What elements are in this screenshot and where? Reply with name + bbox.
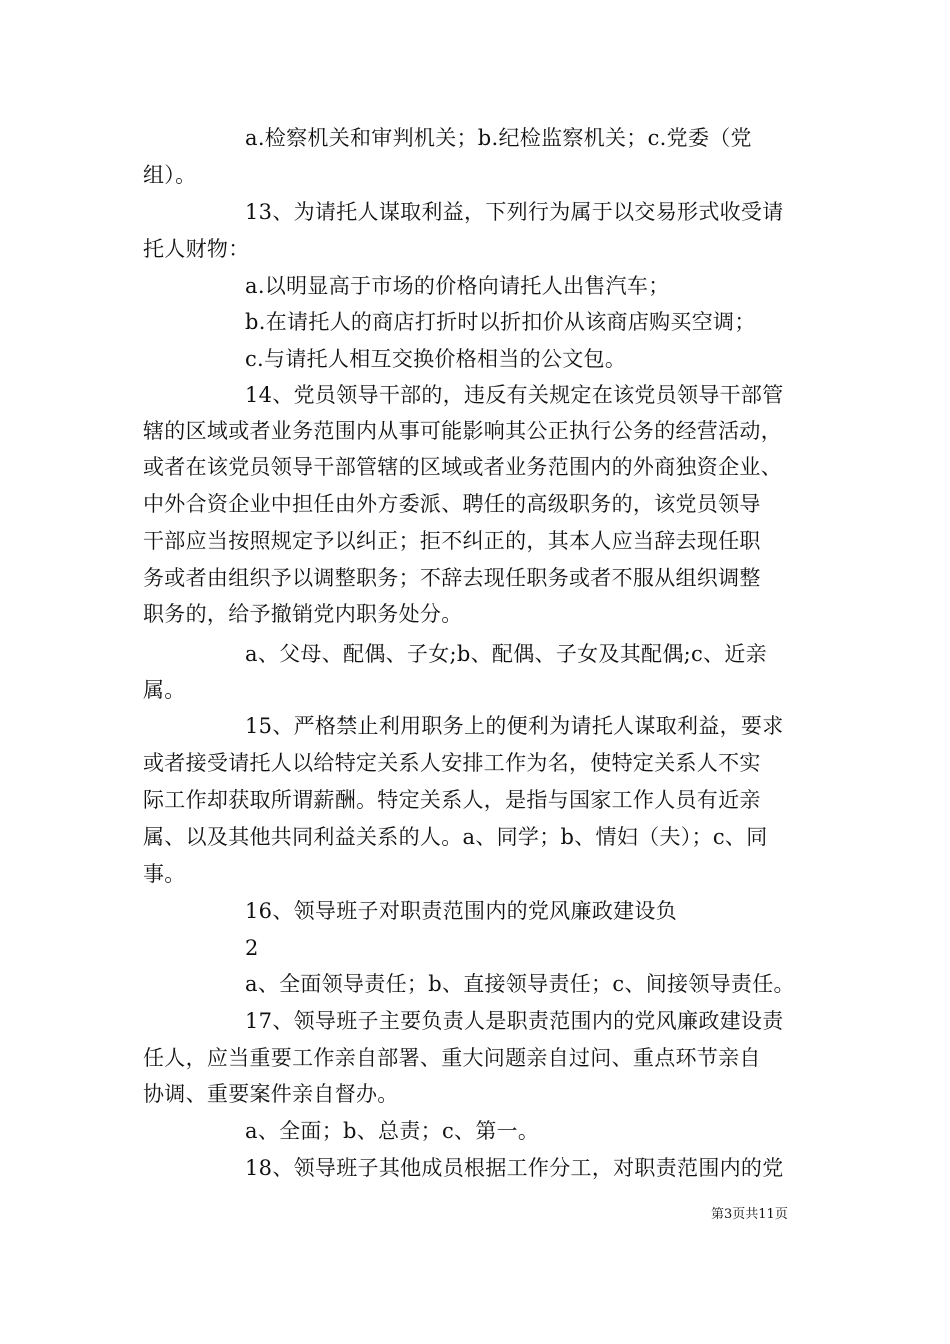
text-line: 协调、重要案件亲自督办。 [143,1082,399,1106]
text-line: 中外合资企业中担任由外方委派、聘任的高级职务的，该党员领导 [143,492,761,516]
text-line: 务或者由组织予以调整职务；不辞去现任职务或者不服从组织调整 [143,566,761,590]
question-15: 15、严格禁止利用职务上的便利为请托人谋取利益，要求 [245,714,784,738]
option-line: a.以明显高于市场的价格向请托人出售汽车； [245,274,670,298]
text-line: 职务的，给予撤销党内职务处分。 [143,602,463,626]
text-line: 或者在该党员领导干部管辖的区域或者业务范围内的外商独资企业、 [143,455,782,479]
question-13: 13、为请托人谋取利益，下列行为属于以交易形式收受请 [245,200,784,224]
text-line: 干部应当按照规定予以纠正；拒不纠正的，其本人应当辞去现任职 [143,529,761,553]
option-line: a、全面；b、总责；c、第一。 [245,1119,540,1143]
text-line: 托人财物： [143,237,250,261]
text-line: 辖的区域或者业务范围内从事可能影响其公正执行公务的经营活动， [143,419,782,443]
text-line: 组）。 [143,163,197,187]
page-number-footer: 第3页共11页 [711,1207,788,1222]
option-line: a、全面领导责任；b、直接领导责任；c、间接领导责任。 [245,972,795,996]
text-line: 属、以及其他共同利益关系的人。a、同学；b、情妇（夫）；c、同 [143,825,768,849]
text-line: 2 [245,936,259,960]
text-line: 或者接受请托人以给特定关系人安排工作为名，使特定关系人不实 [143,751,761,775]
option-line: b.在请托人的商店打折时以折扣价从该商店购买空调； [245,310,756,334]
text-line: 际工作却获取所谓薪酬。特定关系人，是指与国家工作人员有近亲 [143,788,761,812]
text-line: 任人，应当重要工作亲自部署、重大问题亲自过问、重点环节亲自 [143,1046,761,1070]
question-16: 16、领导班子对职责范围内的党风廉政建设负 [245,899,678,923]
text-line: 事。 [143,862,186,886]
question-17: 17、领导班子主要负责人是职责范围内的党风廉政建设责 [245,1009,784,1033]
option-line: a、父母、配偶、子女;b、配偶、子女及其配偶;c、近亲 [245,642,767,666]
text-line: 属。 [143,678,186,702]
option-line: c.与请托人相互交换价格相当的公文包。 [245,347,627,371]
question-14: 14、党员领导干部的，违反有关规定在该党员领导干部管 [245,383,784,407]
question-18: 18、领导班子其他成员根据工作分工，对职责范围内的党 [245,1156,784,1180]
text-line: a.检察机关和审判机关；b.纪检监察机关；c.党委（党 [245,126,752,150]
